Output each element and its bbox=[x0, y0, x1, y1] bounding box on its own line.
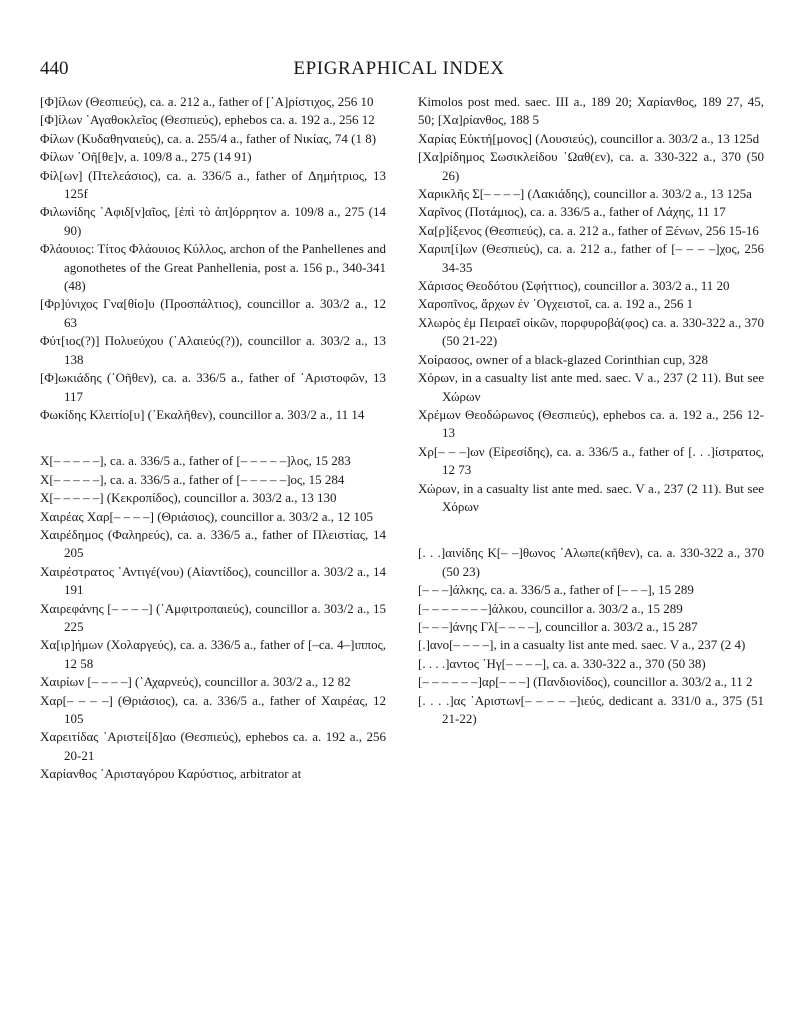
index-entry: [. . .]αινίδης Κ[– –]θωνος ᾿Αλωπε(κῆθεν), ca. a. 330-322 a., 370 (50 23) bbox=[418, 545, 764, 579]
index-entry-continuation: Kimolos post med. saec. III a., 189 20; Χαρίανθος, 189 27, 45, 50; [Χα]ρίανθος, 188 5 bbox=[418, 94, 764, 128]
index-entry: [Φ]ίλων (Θεσπιεύς), ca. a. 212 a., father of [᾿Α]ρίστιχος, 256 10 bbox=[40, 94, 374, 109]
index-entry: Χαιρέστρατος ᾿Αντιγέ(νου) (Αἰαντίδος), councillor a. 303/2 a., 14 191 bbox=[40, 563, 386, 598]
right-column bbox=[418, 93, 764, 728]
page-number: 440 bbox=[40, 58, 69, 79]
section-gap bbox=[40, 424, 386, 452]
index-entry: Φωκίδης Κλειτίο[υ] (᾿Εκαλῆθεν), councillor a. 303/2 a., 11 14 bbox=[40, 406, 365, 422]
index-entry: Χα[ιρ]ήμων (Χολαργεύς), ca. a. 336/5 a., father of [–ca. 4–]ιππος, 12 58 bbox=[40, 637, 386, 671]
index-entry: Χαρειτίδας ᾿Αριστεί[δ]αο (Θεσπιεύς), ephebos ca. a. 192 a., 256 20-21 bbox=[40, 729, 386, 763]
page-header bbox=[40, 58, 758, 82]
index-entry: Χαρίανθος ᾿Αρισταγόρου Καρύστιος, arbitrator at bbox=[40, 766, 302, 782]
index-entry: Χαρικλῆς Σ[– – – –] (Λακιάδης), councillor a. 303/2 a., 13 125a bbox=[418, 186, 752, 202]
index-entry: [Χα]ρίδημος Σωσικλείδου ῾Ωαθ(εν), ca. a. 330-322 a., 370 (50 26) bbox=[418, 149, 764, 183]
index-entry: Χαιρέδημος (Φαληρεύς), ca. a. 336/5 a., father of Πλειστίας, 14 205 bbox=[40, 526, 386, 561]
index-entry: [– – – – – – –]άλκου, councillor a. 303/2 a., 15 289 bbox=[418, 600, 683, 616]
index-entry: Χρέμων Θεοδώρωνος (Θεσπιεύς), ephebos ca. a. 192 a., 256 12-13 bbox=[418, 406, 764, 441]
index-entry: Χρ[– – –]ων (Εἰρεσίδης), ca. a. 336/5 a., father of [. . .]ίστρατος, 12 73 bbox=[418, 443, 764, 478]
index-entry: Χαιρέας Χαρ[– – – –] (Θριάσιος), councillor a. 303/2 a., 12 105 bbox=[40, 508, 374, 524]
index-entry: Χ[– – – – –] (Κεκροπίδος), councillor a. 303/2 a., 13 130 bbox=[40, 490, 337, 506]
index-entry: Φλάουιος: Τίτος Φλάουιος Κύλλος, archon of the Panhellenes and agonothetes of the Great Panhellenia, post a. 156 p., 340-341 (48) bbox=[40, 241, 386, 294]
index-entry: [Φρ]ύνιχος Γνα[θίο]υ (Προσπάλτιος), councillor a. 303/2 a., 12 63 bbox=[40, 296, 386, 330]
index-entry: [– – –]άνης Γλ[– – – –], councillor a. 303/2 a., 15 287 bbox=[418, 618, 698, 634]
index-entry: [. . . .]αντος ῾Ηγ[– – – –], ca. a. 330-322 a., 370 (50 38) bbox=[418, 655, 706, 671]
index-entry: Χ[– – – – –], ca. a. 336/5 a., father of [– – – – –]ος, 15 284 bbox=[40, 471, 345, 487]
index-entry: Φιλωνίδης ᾿Αφιδ[ν]αῖος, [ἐπὶ τὸ ἀπ]όρρητον a. 109/8 a., 275 (14 90) bbox=[40, 204, 386, 238]
left-column bbox=[40, 93, 386, 784]
index-entry: [.]ανο[– – – –], in a casualty list ante med. saec. V a., 237 (2 4) bbox=[418, 637, 746, 653]
index-entry: Φίλ[ων] (Πτελεάσιος), ca. a. 336/5 a., father of Δημήτριος, 13 125f bbox=[40, 167, 386, 202]
index-entry: Χ[– – – – –], ca. a. 336/5 a., father of [– – – – –]λος, 15 283 bbox=[40, 453, 351, 469]
index-entry: Χώρων, in a casualty list ante med. saec. V a., 237 (2 11). But see Χόρων bbox=[418, 480, 764, 514]
index-entry: Χαριπ[ί]ων (Θεσπιεύς), ca. a. 212 a., father of [– – – –]χος, 256 34-35 bbox=[418, 241, 764, 275]
index-entry: Χαρ[– – – –] (Θριάσιος), ca. a. 336/5 a., father of Χαιρέας, 12 105 bbox=[40, 692, 386, 726]
index-entry: Χαρῖνος (Ποτάμιος), ca. a. 336/5 a., father of Λάχης, 11 17 bbox=[418, 204, 726, 220]
section-gap bbox=[418, 516, 764, 544]
index-entry: Χάρισος Θεοδότου (Σφήττιος), councillor a. 303/2 a., 11 20 bbox=[418, 278, 730, 294]
index-entry: Φίλων (Κυδαθηναιεύς), ca. a. 255/4 a., father of Νικίας, 74 (1 8) bbox=[40, 130, 377, 146]
index-entry: [Φ]ωκιάδης (᾿Οῆθεν), ca. a. 336/5 a., father of ᾿Αριστοφῶν, 13 117 bbox=[40, 370, 386, 404]
index-entry: Χαρίας Εὐκτή[μονος] (Λουσιεύς), councillor a. 303/2 a., 13 125d bbox=[418, 130, 760, 146]
index-entry: Χαροπῖνος, ἄρχων ἐν ᾿Ογχειστοῖ, ca. a. 192 a., 256 1 bbox=[418, 296, 694, 312]
index-entry: Χοίρασος, owner of a black-glazed Corinthian cup, 328 bbox=[418, 351, 708, 367]
index-entry: Χαιρίων [– – – –] (᾿Αχαρνεύς), councillor a. 303/2 a., 12 82 bbox=[40, 674, 351, 690]
index-entry: Χόρων, in a casualty list ante med. saec. V a., 237 (2 11). But see Χώρων bbox=[418, 370, 764, 404]
index-entry: Φύτ[ιος(?)] Πολυεύχου (᾿Αλαιεύς(?)), councillor a. 303/2 a., 13 138 bbox=[40, 333, 386, 367]
index-entry: Φίλων ᾿Οῆ[θε]ν, a. 109/8 a., 275 (14 91) bbox=[40, 149, 252, 165]
running-head: EPIGRAPHICAL INDEX bbox=[293, 58, 505, 79]
index-entry: Χα[ρ]ίξενος (Θεσπιεύς), ca. a. 212 a., father of Ξένων, 256 15-16 bbox=[418, 222, 759, 238]
index-entry: Χαιρεφάνης [– – – –] (᾿Αμφιτροπαιεύς), councillor a. 303/2 a., 15 225 bbox=[40, 600, 386, 634]
index-entry: [– – – – – –]αρ[– – –] (Πανδιονίδος), councillor a. 303/2 a., 11 2 bbox=[418, 674, 753, 690]
index-entry: [. . . .]ας ᾿Αριστων[– – – – –]ιεύς, dedicant a. 331/0 a., 375 (51 21-22) bbox=[418, 692, 764, 726]
index-entry: Χλωρὸς ἐμ Πειραεῖ οἰκῶν, πορφυροβά(φος) ca. a. 330-322 a., 370 (50 21-22) bbox=[418, 314, 764, 349]
index-entry: [Φ]ίλων ᾿Αγαθοκλεῖος (Θεσπιεύς), ephebos ca. a. 192 a., 256 12 bbox=[40, 112, 375, 128]
index-entry: [– – –]άλκης, ca. a. 336/5 a., father of [– – –], 15 289 bbox=[418, 582, 694, 598]
